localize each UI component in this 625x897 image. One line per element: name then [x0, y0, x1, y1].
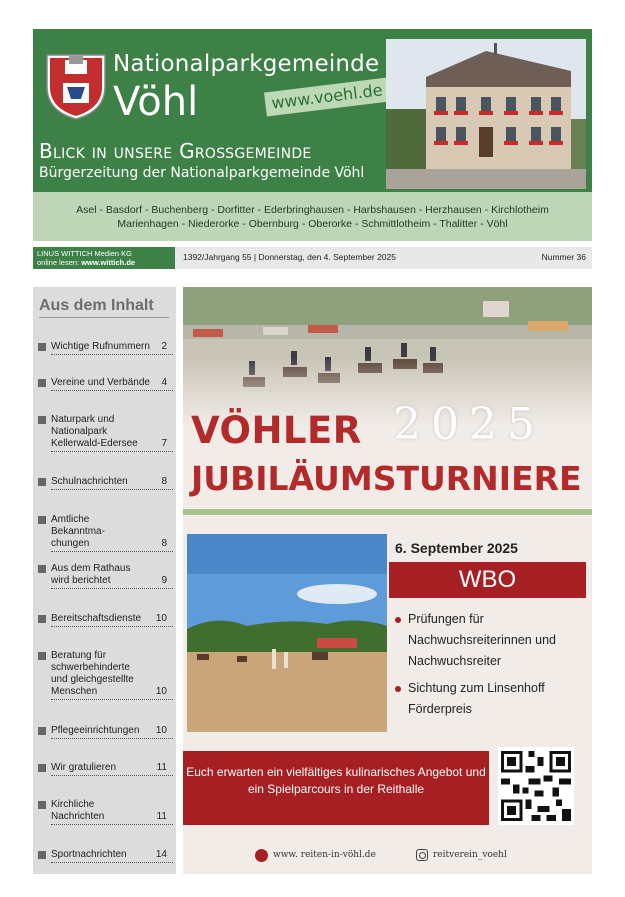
issue-info-bar [33, 247, 592, 269]
toc-item-label: Sportnachrichten [51, 849, 127, 860]
issue-number: Nummer 36 [541, 252, 586, 262]
online-reading-label: online lesen: [37, 258, 82, 267]
masthead [33, 29, 592, 192]
square-bullet-icon [38, 801, 46, 809]
poster-bullet-text: Prüfungen für Nachwuchsreiterinnen und Nachwuchsreiter [408, 612, 557, 668]
square-bullet-icon [38, 516, 46, 524]
event-poster [183, 287, 592, 874]
toc-item-page: 10 [155, 686, 167, 697]
qr-code-icon[interactable] [498, 747, 574, 825]
square-bullet-icon [38, 764, 46, 772]
masthead-tagline: Bürgerzeitung der Nationalparkgemeinde Vöhl [39, 165, 365, 181]
toc-title: Aus dem Inhalt [39, 297, 154, 314]
toc-item-page: 8 [161, 476, 167, 487]
square-bullet-icon [38, 615, 46, 623]
publisher-website-link[interactable]: www.wittich.de [81, 258, 136, 267]
toc-item-page: 7 [161, 438, 167, 449]
instagram-icon [416, 849, 428, 861]
toc-item-label: Vereine und Verbände [51, 377, 150, 388]
toc-item-page: 10 [155, 725, 167, 736]
toc-item-label: Kirchliche Nachrichten [51, 799, 105, 822]
online-reading-line [37, 258, 171, 267]
event-date: 6. September 2025 [395, 540, 518, 556]
toc-item-page: 8 [161, 538, 167, 549]
issue-date: 1392/Jahrgang 55 | Donnerstag, den 4. September 2025 [183, 252, 396, 262]
toc-item-label: Aus dem Rathaus wird berichtet [51, 563, 131, 586]
wbo-badge: WBO [389, 562, 586, 598]
village-list-line2: Marienhagen - Niederorke - Obernburg - Oberorke - Schmittlotheim - Thalitter - Vöhl [117, 218, 508, 230]
publisher-name: LINUS WITTICH Medien KG [37, 249, 133, 258]
square-bullet-icon [38, 343, 46, 351]
toc-item-label: Beratung für schwerbehinderte und gleichgestellte Menschen [51, 650, 134, 697]
village-list-line1: Asel - Basdorf - Buchenberg - Dorfitter - Ederbringhausen - Harbshausen - Herzhausen - Kirchlotheim [76, 204, 549, 216]
decorative-band [183, 509, 592, 515]
poster-bullet-text: Sichtung zum Linsenhoff Förderpreis [408, 681, 545, 716]
square-bullet-icon [38, 478, 46, 486]
square-bullet-icon [38, 416, 46, 424]
masthead-title-line2: Vöhl [113, 79, 199, 125]
toc-item-page: 11 [156, 811, 167, 822]
poster-year: 2025 [393, 399, 545, 450]
toc-item-label: Amtliche Bekanntma-chungen [51, 514, 105, 549]
coat-of-arms-icon [43, 47, 109, 121]
toc-item-label: Pflegeeinrichtungen [51, 725, 140, 736]
square-bullet-icon [38, 652, 46, 660]
publisher-box [33, 247, 175, 269]
town-hall-photo [386, 39, 586, 189]
poster-title-line2: JUBILÄUMSTURNIERE [191, 459, 582, 498]
toc-item-page: 14 [155, 849, 167, 860]
globe-icon [255, 849, 268, 862]
toc-item-label: Wichtige Rufnummern [51, 341, 150, 352]
toc-item-page: 10 [155, 613, 167, 624]
toc-item-label: Wir gratulieren [51, 762, 117, 773]
masthead-subtitle: Blick in unsere Großgemeinde [39, 139, 312, 163]
instagram-handle[interactable]: reitverein_voehl [433, 850, 507, 860]
toc-item-page: 2 [161, 341, 167, 352]
club-website-link[interactable]: www. reiten-in-vöhl.de [273, 850, 376, 860]
toc-item-label: Schulnachrichten [51, 476, 128, 487]
info-box: Euch erwarten ein vielfältiges kulinarisches Angebot und ein Spielparcours in der Reithalle [183, 751, 489, 825]
toc-item-label: Bereitschaftsdienste [51, 613, 142, 624]
show-jumping-field-photo [187, 534, 387, 732]
square-bullet-icon [38, 727, 46, 735]
toc-divider [39, 317, 169, 318]
website-badge[interactable]: www.voehl.de [264, 78, 390, 117]
poster-title-line1: VÖHLER [191, 409, 362, 452]
square-bullet-icon [38, 379, 46, 387]
red-bullet-icon [395, 686, 401, 692]
toc-item-page: 4 [161, 377, 167, 388]
toc-item-page: 11 [156, 762, 167, 773]
red-bullet-icon [395, 617, 401, 623]
square-bullet-icon [38, 565, 46, 573]
masthead-title-line1: Nationalparkgemeinde [113, 51, 380, 77]
village-list [33, 192, 592, 241]
toc-item-page: 9 [161, 575, 167, 586]
square-bullet-icon [38, 851, 46, 859]
table-of-contents [33, 287, 176, 874]
toc-item-label: Naturpark und Nationalpark Kellerwald-Edersee [51, 414, 138, 449]
